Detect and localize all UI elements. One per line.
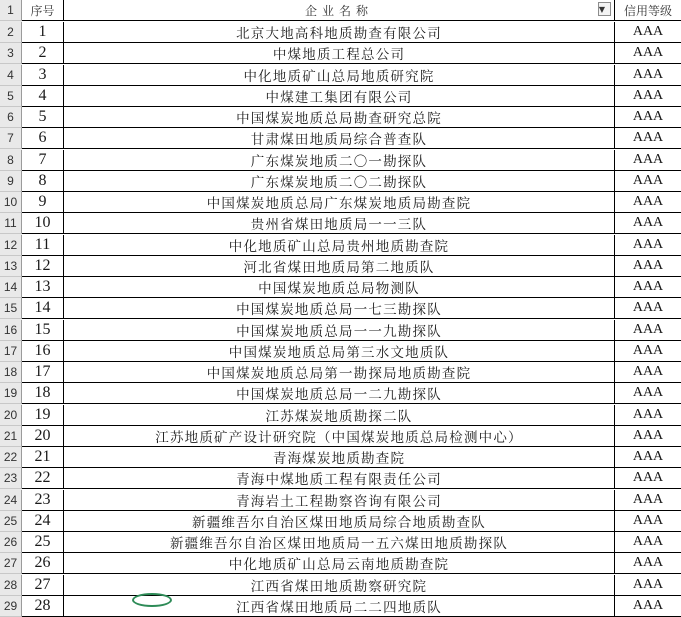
table-row [0, 596, 681, 617]
seq-cell[interactable]: 9 [22, 192, 64, 213]
seq-cell[interactable]: 3 [22, 65, 64, 86]
credit-grade-cell[interactable]: AAA [615, 405, 681, 426]
company-name-cell[interactable]: 中煤建工集团有限公司 [64, 86, 615, 107]
header-row [0, 0, 681, 21]
credit-grade-cell[interactable]: AAA [615, 298, 681, 319]
company-name-cell[interactable]: 江西省煤田地质勘察研究院 [64, 575, 615, 596]
credit-grade-cell[interactable]: AAA [615, 490, 681, 511]
credit-grade-cell[interactable]: AAA [615, 150, 681, 171]
credit-grade-cell[interactable]: AAA [615, 596, 681, 617]
credit-grade-cell[interactable]: AAA [615, 277, 681, 298]
company-name-cell[interactable]: 新疆维吾尔自治区煤田地质局综合地质勘查队 [64, 511, 615, 532]
company-name-cell[interactable]: 中国煤炭地质总局一二九勘探队 [64, 383, 615, 404]
company-name-cell[interactable]: 江苏煤炭地质勘探二队 [64, 405, 615, 426]
credit-grade-cell[interactable]: AAA [615, 447, 681, 468]
seq-cell[interactable]: 18 [22, 383, 64, 404]
table-row [0, 192, 681, 213]
seal-icon [132, 593, 172, 607]
company-name-cell[interactable]: 河北省煤田地质局第二地质队 [64, 256, 615, 277]
row-number[interactable]: 25 [0, 511, 22, 532]
table-row [0, 65, 681, 86]
credit-grade-cell[interactable]: AAA [615, 532, 681, 553]
table-row [0, 532, 681, 553]
seq-cell[interactable]: 4 [22, 86, 64, 107]
credit-grade-cell[interactable]: AAA [615, 192, 681, 213]
credit-grade-cell[interactable]: AAA [615, 553, 681, 574]
company-name-cell[interactable]: 中化地质矿山总局地质研究院 [64, 65, 615, 86]
credit-grade-cell[interactable]: AAA [615, 362, 681, 383]
table-row [0, 150, 681, 171]
table-row [0, 553, 681, 574]
row-number[interactable]: 27 [0, 553, 22, 574]
row-number[interactable]: 11 [0, 213, 22, 234]
company-name-cell[interactable]: 江苏地质矿产设计研究院（中国煤炭地质总局检测中心） [64, 426, 615, 447]
company-name-cell[interactable]: 中煤地质工程总公司 [64, 43, 615, 64]
row-number[interactable]: 10 [0, 192, 22, 213]
credit-grade-cell[interactable]: AAA [615, 575, 681, 596]
chevron-down-icon[interactable]: ▼ [598, 2, 611, 16]
table-row [0, 511, 681, 532]
credit-grade-cell[interactable]: AAA [615, 171, 681, 192]
table-row [0, 277, 681, 298]
row-number[interactable]: 9 [0, 171, 22, 192]
row-number[interactable]: 28 [0, 575, 22, 596]
seq-cell[interactable]: 16 [22, 341, 64, 362]
seq-cell[interactable]: 11 [22, 235, 64, 256]
credit-grade-cell[interactable]: AAA [615, 256, 681, 277]
table-row [0, 22, 681, 43]
credit-grade-cell[interactable]: AAA [615, 468, 681, 489]
table-row [0, 256, 681, 277]
seq-cell[interactable]: 2 [22, 43, 64, 64]
seq-cell[interactable]: 28 [22, 596, 64, 617]
seq-cell[interactable]: 17 [22, 362, 64, 383]
row-number[interactable]: 3 [0, 43, 22, 64]
company-name-cell[interactable]: 青海煤炭地质勘查院 [64, 447, 615, 468]
seq-cell[interactable]: 21 [22, 447, 64, 468]
credit-grade-cell[interactable]: AAA [615, 511, 681, 532]
company-name-cell[interactable]: 江西省煤田地质局二二四地质队 [64, 596, 615, 617]
company-name-cell[interactable]: 中国煤炭地质总局一七三勘探队 [64, 298, 615, 319]
table-row [0, 213, 681, 234]
seq-cell[interactable]: 14 [22, 298, 64, 319]
table-row [0, 426, 681, 447]
row-number[interactable]: 4 [0, 65, 22, 86]
row-number[interactable]: 20 [0, 405, 22, 426]
credit-grade-cell[interactable]: AAA [615, 22, 681, 43]
seq-cell[interactable]: 1 [22, 22, 64, 43]
header-name-label: 企业名称 [304, 3, 373, 18]
table-row [0, 490, 681, 511]
seq-cell[interactable]: 27 [22, 575, 64, 596]
header-seq-cell[interactable]: 序号 [22, 0, 64, 21]
seq-cell[interactable]: 8 [22, 171, 64, 192]
credit-grade-cell[interactable]: AAA [615, 107, 681, 128]
row-number[interactable]: 12 [0, 235, 22, 256]
row-number[interactable]: 6 [0, 107, 22, 128]
company-name-cell[interactable]: 中国煤炭地质总局第一勘探局地质勘查院 [64, 362, 615, 383]
row-number[interactable]: 7 [0, 128, 22, 149]
company-name-cell[interactable]: 中国煤炭地质总局勘查研究总院 [64, 107, 615, 128]
company-name-cell[interactable]: 青海中煤地质工程有限责任公司 [64, 468, 615, 489]
header-name-cell[interactable] [64, 0, 615, 21]
company-name-cell[interactable]: 中国煤炭地质总局物测队 [64, 277, 615, 298]
row-number[interactable]: 5 [0, 86, 22, 107]
table-row [0, 107, 681, 128]
table-row [0, 405, 681, 426]
company-name-cell[interactable]: 中国煤炭地质总局广东煤炭地质局勘查院 [64, 192, 615, 213]
seq-cell[interactable]: 24 [22, 511, 64, 532]
company-name-cell[interactable]: 广东煤炭地质二〇二勘探队 [64, 171, 615, 192]
row-number[interactable]: 22 [0, 447, 22, 468]
credit-grade-cell[interactable]: AAA [615, 65, 681, 86]
company-name-cell[interactable]: 贵州省煤田地质局一一三队 [64, 213, 615, 234]
table-row [0, 362, 681, 383]
seq-cell[interactable]: 23 [22, 490, 64, 511]
row-number[interactable]: 17 [0, 341, 22, 362]
seq-cell[interactable]: 26 [22, 553, 64, 574]
row-number[interactable]: 1 [0, 0, 22, 21]
company-name-cell[interactable]: 新疆维吾尔自治区煤田地质局一五六煤田地质勘探队 [64, 532, 615, 553]
credit-grade-cell[interactable]: AAA [615, 383, 681, 404]
seq-cell[interactable]: 22 [22, 468, 64, 489]
row-number[interactable]: 29 [0, 596, 22, 617]
table-row [0, 447, 681, 468]
seq-cell[interactable]: 12 [22, 256, 64, 277]
credit-grade-cell[interactable]: AAA [615, 235, 681, 256]
row-number[interactable]: 24 [0, 490, 22, 511]
table-row [0, 320, 681, 341]
seq-cell[interactable]: 5 [22, 107, 64, 128]
seq-cell[interactable]: 20 [22, 426, 64, 447]
credit-grade-cell[interactable]: AAA [615, 43, 681, 64]
table-row [0, 86, 681, 107]
row-number[interactable]: 23 [0, 468, 22, 489]
table-row [0, 298, 681, 319]
seq-cell[interactable]: 19 [22, 405, 64, 426]
company-name-cell[interactable]: 甘肃煤田地质局综合普查队 [64, 128, 615, 149]
credit-grade-cell[interactable]: AAA [615, 320, 681, 341]
seq-cell[interactable]: 13 [22, 277, 64, 298]
table-row [0, 43, 681, 64]
table-row [0, 171, 681, 192]
row-number[interactable]: 2 [0, 22, 22, 43]
credit-grade-cell[interactable]: AAA [615, 213, 681, 234]
row-number[interactable]: 13 [0, 256, 22, 277]
credit-grade-cell[interactable]: AAA [615, 86, 681, 107]
table-row [0, 575, 681, 596]
company-name-cell[interactable]: 中化地质矿山总局贵州地质勘查院 [64, 235, 615, 256]
company-name-cell[interactable]: 北京大地高科地质勘查有限公司 [64, 22, 615, 43]
seq-cell[interactable]: 7 [22, 150, 64, 171]
table-row [0, 468, 681, 489]
row-number[interactable]: 18 [0, 362, 22, 383]
row-number[interactable]: 26 [0, 532, 22, 553]
table-row [0, 128, 681, 149]
table-row [0, 383, 681, 404]
row-number[interactable]: 21 [0, 426, 22, 447]
credit-grade-cell[interactable]: AAA [615, 426, 681, 447]
row-number[interactable]: 19 [0, 383, 22, 404]
company-name-cell[interactable]: 中化地质矿山总局云南地质勘查院 [64, 553, 615, 574]
credit-grade-cell[interactable]: AAA [615, 341, 681, 362]
row-number[interactable]: 16 [0, 320, 22, 341]
company-name-cell[interactable]: 青海岩土工程勘察咨询有限公司 [64, 490, 615, 511]
table-row [0, 341, 681, 362]
row-number[interactable]: 8 [0, 150, 22, 171]
row-number[interactable]: 14 [0, 277, 22, 298]
company-name-cell[interactable]: 广东煤炭地质二〇一勘探队 [64, 150, 615, 171]
header-grade-cell[interactable]: 信用等级 [615, 0, 681, 21]
row-number[interactable]: 15 [0, 298, 22, 319]
seq-cell[interactable]: 6 [22, 128, 64, 149]
seq-cell[interactable]: 25 [22, 532, 64, 553]
table-row [0, 235, 681, 256]
company-name-cell[interactable]: 中国煤炭地质总局第三水文地质队 [64, 341, 615, 362]
credit-grade-cell[interactable]: AAA [615, 128, 681, 149]
seq-cell[interactable]: 10 [22, 213, 64, 234]
company-name-cell[interactable]: 中国煤炭地质总局一一九勘探队 [64, 320, 615, 341]
seq-cell[interactable]: 15 [22, 320, 64, 341]
